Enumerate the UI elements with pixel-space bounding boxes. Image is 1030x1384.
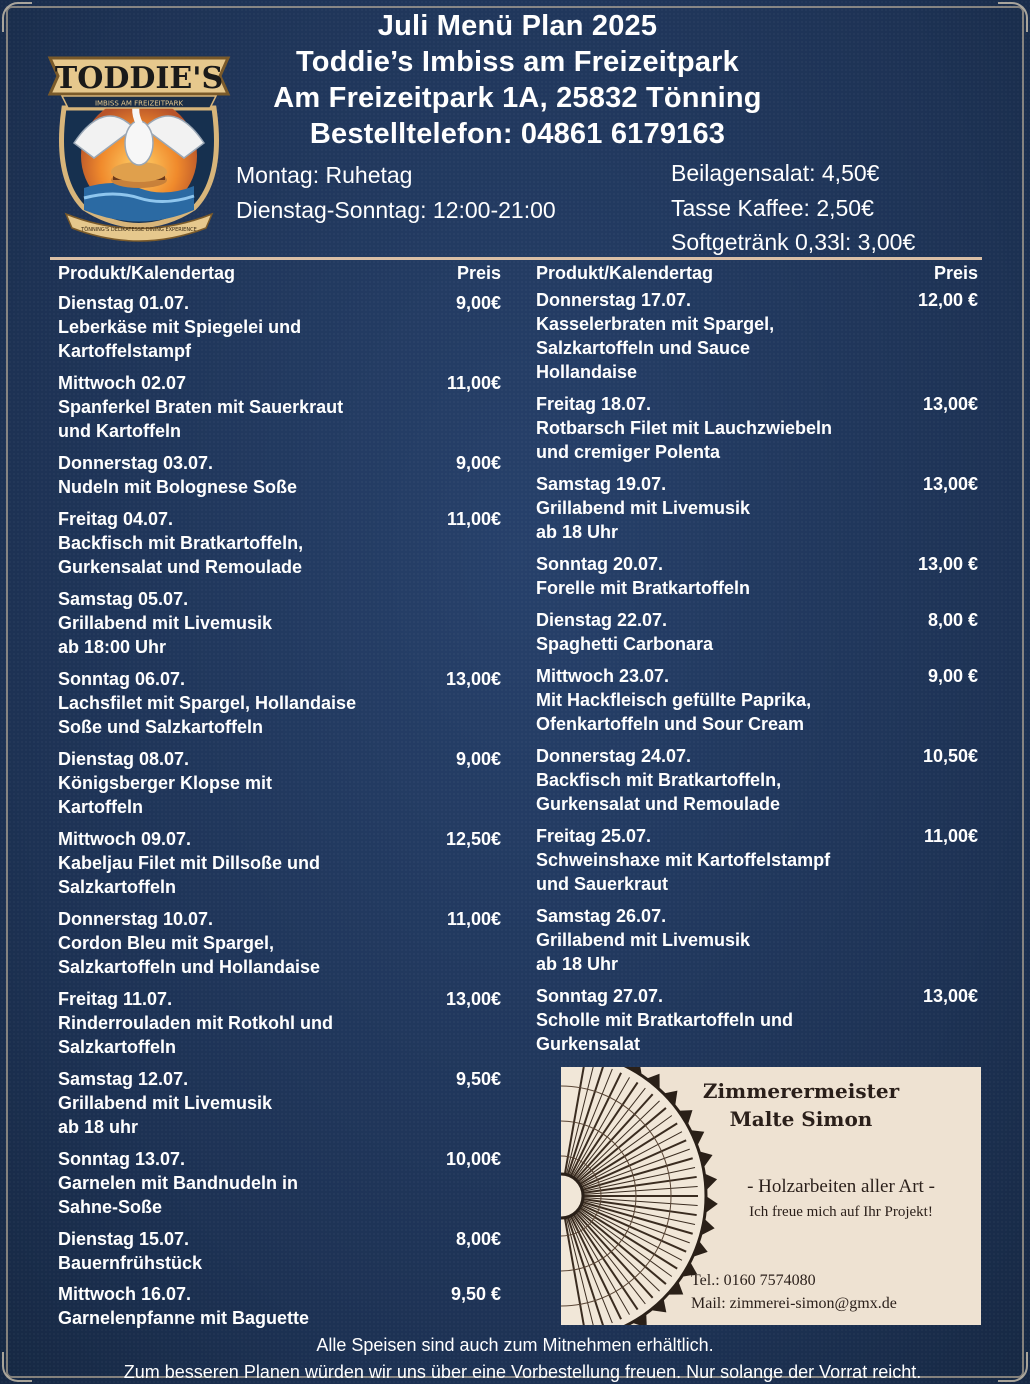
preorder-note: Zum besseren Planen würden wir uns über eine Vorbestellung freuen. Nur solange der Vorrat reicht. xyxy=(123,1362,922,1382)
menu-entry xyxy=(58,371,501,443)
menu-dish-line: und Sauerkraut xyxy=(536,874,669,894)
advert-slogan: Ich freue mich auf Ihr Projekt! xyxy=(749,1204,933,1220)
menu-entry xyxy=(58,587,501,659)
menu-dish-line: Leberkäse mit Spiegelei und xyxy=(58,317,302,337)
opening-hours xyxy=(236,158,556,228)
menu-day: Dienstag 08.07. xyxy=(58,749,190,769)
menu-day: Mittwoch 23.07. xyxy=(536,666,670,686)
menu-column-right xyxy=(536,260,978,1056)
menu-day: Dienstag 15.07. xyxy=(58,1229,190,1249)
menu-dish-line: ab 18 Uhr xyxy=(536,522,619,542)
menu-dish-line: und cremiger Polenta xyxy=(536,442,721,462)
menu-entry xyxy=(536,288,978,384)
menu-day: Mittwoch 16.07. xyxy=(58,1284,192,1304)
menu-dish-line: Grillabend mit Livemusik xyxy=(536,498,751,518)
menu-day: Dienstag 01.07. xyxy=(58,293,190,313)
menu-day: Freitag 18.07. xyxy=(536,394,652,414)
menu-dish-line: Bauernfrühstück xyxy=(58,1253,203,1273)
menu-column-left xyxy=(58,260,501,1330)
open-days: Dienstag-Sonntag: 12:00-21:00 xyxy=(236,197,556,223)
side-salad-price: Beilagensalat: 4,50€ xyxy=(671,160,880,186)
menu-dish-line: Schweinshaxe mit Kartoffelstampf xyxy=(536,850,831,870)
menu-header xyxy=(230,8,805,152)
soft-drink-price: Softgetränk 0,33l: 3,00€ xyxy=(671,229,916,255)
menu-day: Sonntag 06.07. xyxy=(58,669,186,689)
menu-day: Sonntag 27.07. xyxy=(536,986,664,1006)
menu-dish-line: Nudeln mit Bolognese Soße xyxy=(58,477,298,497)
menu-dish-line: Spaghetti Carbonara xyxy=(536,634,714,654)
menu-price: 13,00€ xyxy=(445,989,501,1009)
menu-price: 12,50€ xyxy=(445,829,501,849)
menu-entry xyxy=(58,1227,501,1275)
menu-title: Juli Menü Plan 2025 xyxy=(377,10,658,42)
corner-ornament xyxy=(998,2,1028,32)
order-phone: Bestelltelefon: 04861 6179163 xyxy=(309,118,726,150)
menu-dish-line: Kasselerbraten mit Spargel, xyxy=(536,314,775,334)
menu-price: 12,00 € xyxy=(917,290,978,310)
menu-dish-line: Lachsfilet mit Spargel, Hollandaise xyxy=(58,693,357,713)
menu-entry xyxy=(58,987,501,1059)
menu-price: 13,00€ xyxy=(922,394,978,414)
menu-dish-line: Kabeljau Filet mit Dillsoße und xyxy=(58,853,321,873)
menu-entry xyxy=(58,451,501,499)
menu-entry xyxy=(536,744,978,816)
menu-dish-line: Backfisch mit Bratkartoffeln, xyxy=(58,533,304,553)
menu-price: 11,00€ xyxy=(446,509,501,529)
menu-price: 9,50 € xyxy=(450,1284,501,1304)
menu-day: Samstag 26.07. xyxy=(536,906,667,926)
column-header xyxy=(536,260,978,286)
menu-price: 9,50€ xyxy=(455,1069,501,1089)
price-column-label: Preis xyxy=(933,263,978,283)
menu-entry xyxy=(58,667,501,739)
menu-dish-line: Grillabend mit Livemusik xyxy=(58,1093,273,1113)
menu-dish-line: Rinderrouladen mit Rotkohl und xyxy=(58,1013,333,1033)
menu-price: 9,00€ xyxy=(455,293,501,313)
advert-title: Zimmerermeister xyxy=(702,1079,900,1103)
menu-day: Donnerstag 17.07. xyxy=(536,290,692,310)
menu-entry xyxy=(58,827,501,899)
menu-dish-line: Forelle mit Bratkartoffeln xyxy=(536,578,751,598)
menu-dish-line: ab 18:00 Uhr xyxy=(58,637,167,657)
menu-entry xyxy=(58,1067,501,1139)
menu-price: 13,00€ xyxy=(922,474,978,494)
menu-dish-line: Königsberger Klopse mit xyxy=(58,773,273,793)
menu-day: Samstag 05.07. xyxy=(58,589,189,609)
menu-price: 11,00€ xyxy=(446,909,501,929)
extras-prices xyxy=(671,156,915,260)
menu-price: 8,00 € xyxy=(927,610,978,630)
menu-entry xyxy=(536,608,978,656)
corner-ornament xyxy=(2,2,32,32)
menu-entry xyxy=(58,291,501,363)
menu-dish-line: Salzkartoffeln xyxy=(58,1037,177,1057)
menu-entry xyxy=(536,552,978,600)
advert-tagline: - Holzarbeiten aller Art - xyxy=(747,1176,935,1197)
menu-dish-line: Kartoffelstampf xyxy=(58,341,192,361)
menu-day: Donnerstag 03.07. xyxy=(58,453,214,473)
product-column-label: Produkt/Kalendertag xyxy=(536,263,714,283)
restaurant-name: Toddie’s Imbiss am Freizeitpark xyxy=(296,46,739,78)
menu-day: Donnerstag 24.07. xyxy=(536,746,692,766)
menu-dish-line: Ofenkartoffeln und Sour Cream xyxy=(536,714,805,734)
advert-name: Malte Simon xyxy=(729,1107,873,1131)
column-header xyxy=(58,260,501,288)
menu-price: 13,00€ xyxy=(445,669,501,689)
menu-entry xyxy=(536,664,978,736)
menu-price: 9,00 € xyxy=(927,666,978,686)
menu-entry xyxy=(58,507,501,579)
menu-entry xyxy=(536,984,978,1056)
logo-ribbon-bottom: TÖNNING'S DELIKATESSE DINING EXPERIENCE xyxy=(81,227,197,233)
menu-price: 8,00€ xyxy=(455,1229,501,1249)
menu-dish-line: Salzkartoffeln xyxy=(58,877,177,897)
menu-price: 9,00€ xyxy=(455,453,501,473)
menu-dish-line: Spanferkel Braten mit Sauerkraut xyxy=(58,397,344,417)
menu-price: 9,00€ xyxy=(455,749,501,769)
menu-price: 10,00€ xyxy=(445,1149,501,1169)
price-column-label: Preis xyxy=(456,263,501,283)
menu-dish-line: ab 18 uhr xyxy=(58,1117,139,1137)
coffee-price: Tasse Kaffee: 2,50€ xyxy=(671,194,874,221)
menu-dish-line: Rotbarsch Filet mit Lauchzwiebeln xyxy=(536,418,833,438)
menu-day: Dienstag 22.07. xyxy=(536,610,668,630)
menu-dish-line: Grillabend mit Livemusik xyxy=(536,930,751,950)
menu-dish-line: Gurkensalat und Remoulade xyxy=(58,557,303,577)
takeaway-note: Alle Speisen sind auch zum Mitnehmen erhältlich. xyxy=(316,1335,714,1355)
menu-dish-line: Mit Hackfleisch gefüllte Paprika, xyxy=(536,690,812,710)
menu-dish-line: Hollandaise xyxy=(536,362,638,382)
menu-entry xyxy=(58,1282,501,1330)
menu-entry xyxy=(536,904,978,976)
menu-entry xyxy=(58,1147,501,1219)
menu-dish-line: ab 18 Uhr xyxy=(536,954,619,974)
menu-day: Mittwoch 09.07. xyxy=(58,829,192,849)
menu-price: 13,00€ xyxy=(922,986,978,1006)
menu-dish-line: Backfisch mit Bratkartoffeln, xyxy=(536,770,782,790)
toddies-logo xyxy=(44,28,234,243)
menu-entry xyxy=(536,472,978,544)
menu-dish-line: Salzkartoffeln und Hollandaise xyxy=(58,957,321,977)
logo-ribbon-top: IMBISS AM FREIZEITPARK xyxy=(94,99,184,108)
menu-price: 13,00 € xyxy=(917,554,978,574)
menu-day: Freitag 04.07. xyxy=(58,509,174,529)
menu-dish-line: Soße und Salzkartoffeln xyxy=(58,717,264,737)
menu-entry xyxy=(58,747,501,819)
menu-day: Freitag 25.07. xyxy=(536,826,652,846)
menu-price: 11,00€ xyxy=(446,373,501,393)
menu-entry xyxy=(58,907,501,979)
carpenter-advert xyxy=(561,1067,981,1325)
menu-dish-line: Kartoffeln xyxy=(58,797,143,817)
menu-dish-line: Garnelen mit Bandnudeln in xyxy=(58,1173,299,1193)
menu-day: Samstag 12.07. xyxy=(58,1069,189,1089)
menu-dish-line: Gurkensalat und Remoulade xyxy=(536,794,781,814)
menu-dish-line: Salzkartoffeln und Sauce xyxy=(536,338,751,358)
menu-day: Freitag 11.07. xyxy=(58,989,173,1009)
advert-mail: Mail: zimmerei-simon@gmx.de xyxy=(691,1295,897,1312)
menu-dish-line: und Kartoffeln xyxy=(58,421,181,441)
menu-day: Sonntag 13.07. xyxy=(58,1149,186,1169)
menu-day: Mittwoch 02.07 xyxy=(58,373,187,393)
menu-dish-line: Scholle mit Bratkartoffeln und xyxy=(536,1010,794,1030)
menu-dish-line: Cordon Bleu mit Spargel, xyxy=(58,933,275,953)
menu-day: Donnerstag 10.07. xyxy=(58,909,214,929)
restaurant-address: Am Freizeitpark 1A, 25832 Tönning xyxy=(273,82,762,114)
menu-dish-line: Sahne-Soße xyxy=(58,1197,163,1217)
product-column-label: Produkt/Kalendertag xyxy=(58,263,236,283)
menu-dish-line: Grillabend mit Livemusik xyxy=(58,613,273,633)
advert-phone: Tel.: 0160 7574080 xyxy=(691,1272,816,1289)
menu-day: Sonntag 20.07. xyxy=(536,554,664,574)
menu-entry xyxy=(536,392,978,464)
menu-price: 11,00€ xyxy=(923,826,978,846)
menu-price: 10,50€ xyxy=(922,746,978,766)
logo-brand-text: TODDIE'S xyxy=(54,61,224,96)
menu-entry xyxy=(536,824,978,896)
menu-dish-line: Gurkensalat xyxy=(536,1034,641,1054)
menu-dish-line: Garnelenpfanne mit Baguette xyxy=(58,1308,310,1328)
menu-day: Samstag 19.07. xyxy=(536,474,667,494)
closed-day: Montag: Ruhetag xyxy=(236,162,413,188)
